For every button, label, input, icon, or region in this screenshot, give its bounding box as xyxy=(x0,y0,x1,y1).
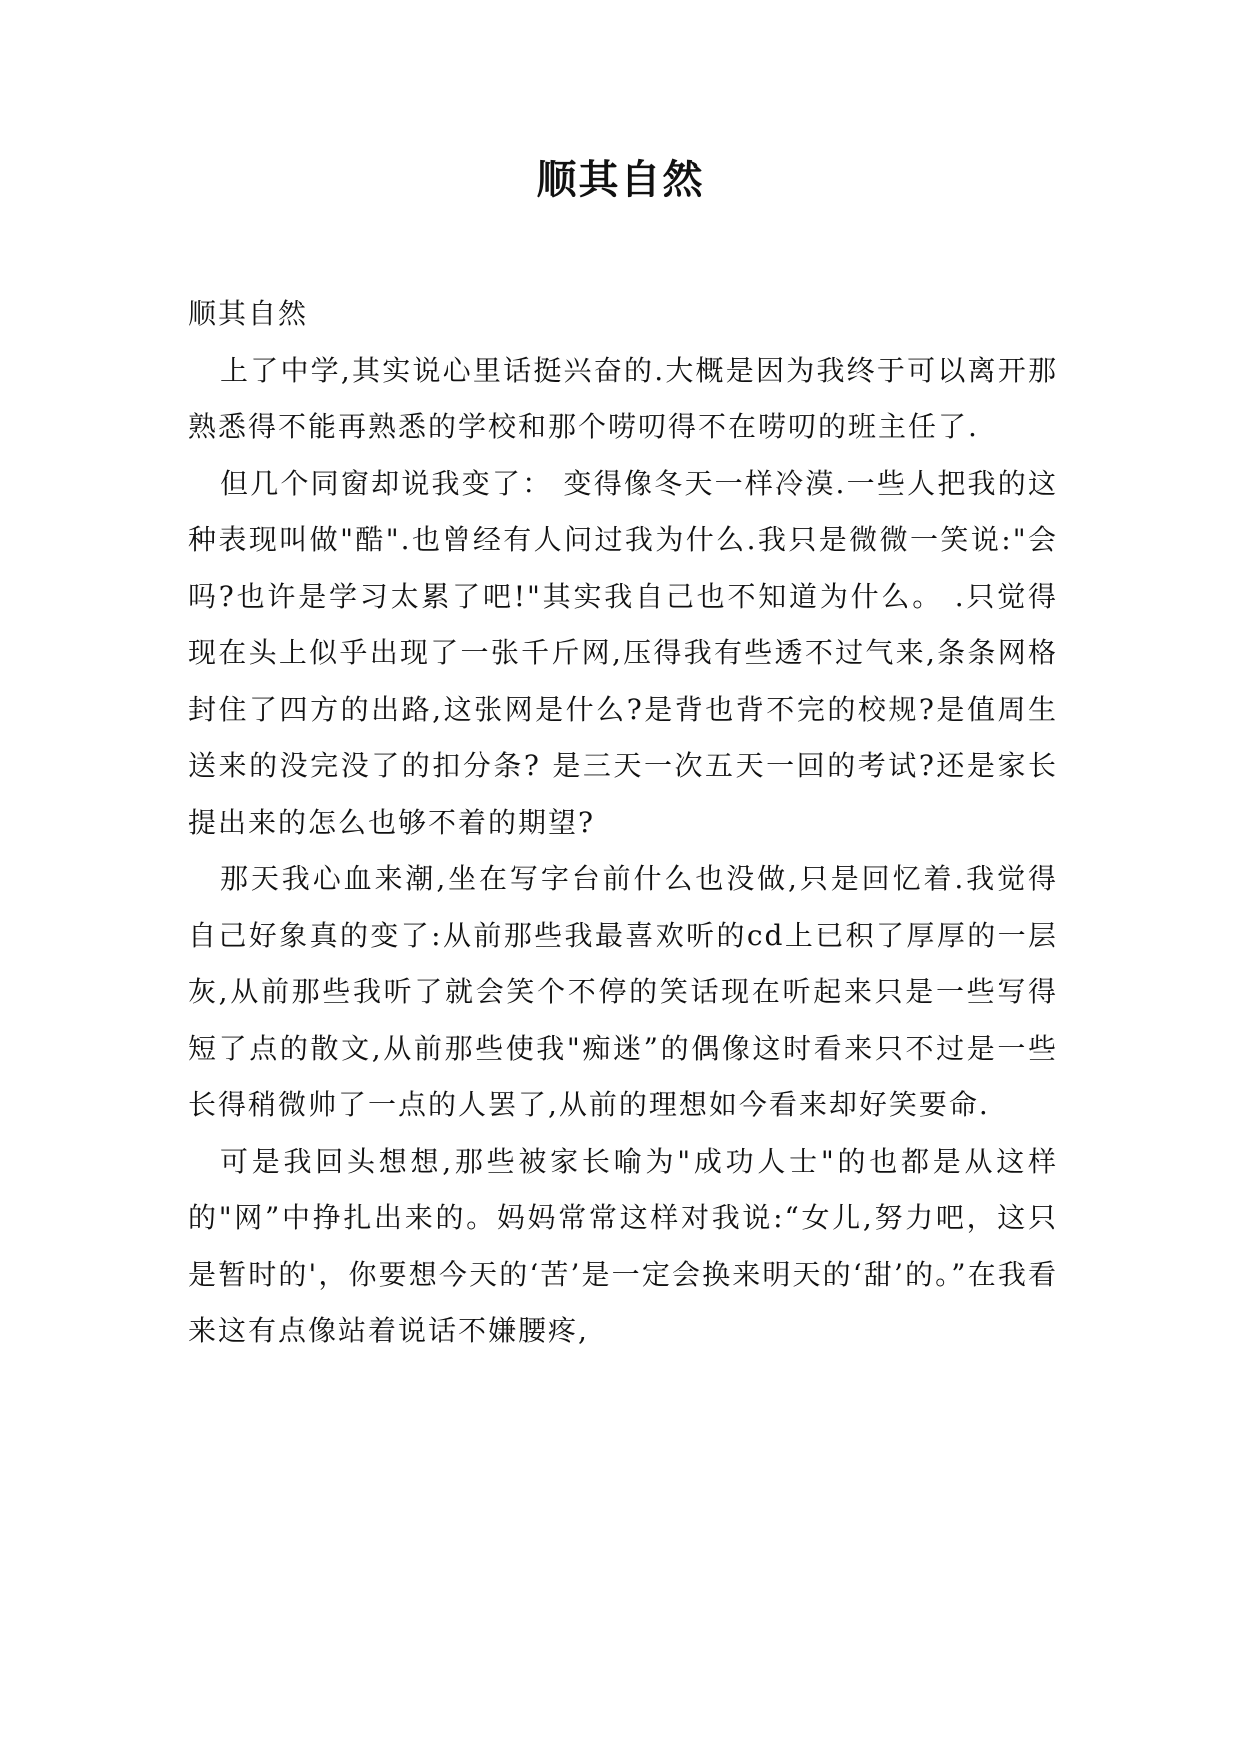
document-body xyxy=(188,286,1058,1360)
paragraph-2: 但几个同窗却说我变了： 变得像冬天一样冷漠.一些人把我的这种表现叫做"酷".也曾经有人问过我为什么.我只是微微一笑说:"会吗?也许是学习太累了吧!"其实我自己也不知道为什么。 .只觉得现在头上似乎出现了一张千斤网,压得我有些透不过气来,条条网格封住了四方的出路,这张网是什么?是背也背不完的校规?是值周生送来的没完没了的扣分条? 是三天一次五天一回的考试?还是家长提出来的怎么也够不着的期望? xyxy=(188,466,1058,839)
subtitle-paragraph: 顺其自然 xyxy=(188,297,309,330)
paragraph-1: 上了中学,其实说心里话挺兴奋的.大概是因为我终于可以离开那熟悉得不能再熟悉的学校和那个唠叨得不在唠叨的班主任了. xyxy=(188,353,1058,443)
paragraph-3: 那天我心血来潮,坐在写字台前什么也没做,只是回忆着.我觉得自己好象真的变了:从前那些我最喜欢听的cd上已积了厚厚的一层灰,从前那些我听了就会笑个不停的笑话现在听起来只是一些写得短了点的散文,从前那些使我"痴迷”的偶像这时看来只不过是一些长得稍微帅了一点的人罢了,从前的理想如今看来却好笑要命. xyxy=(188,862,1058,1121)
document-title: 顺其自然 xyxy=(536,157,705,203)
paragraph-4: 可是我回头想想,那些被家长喻为"成功人士"的也都是从这样的"网”中挣扎出来的。妈妈常常这样对我说:“女儿,努力吧，这只是暂时的'，你要想今天的‘苦’是一定会换来明天的‘甜’的。”在我看来这有点像站着说话不嫌腰疼, xyxy=(188,1144,1058,1347)
